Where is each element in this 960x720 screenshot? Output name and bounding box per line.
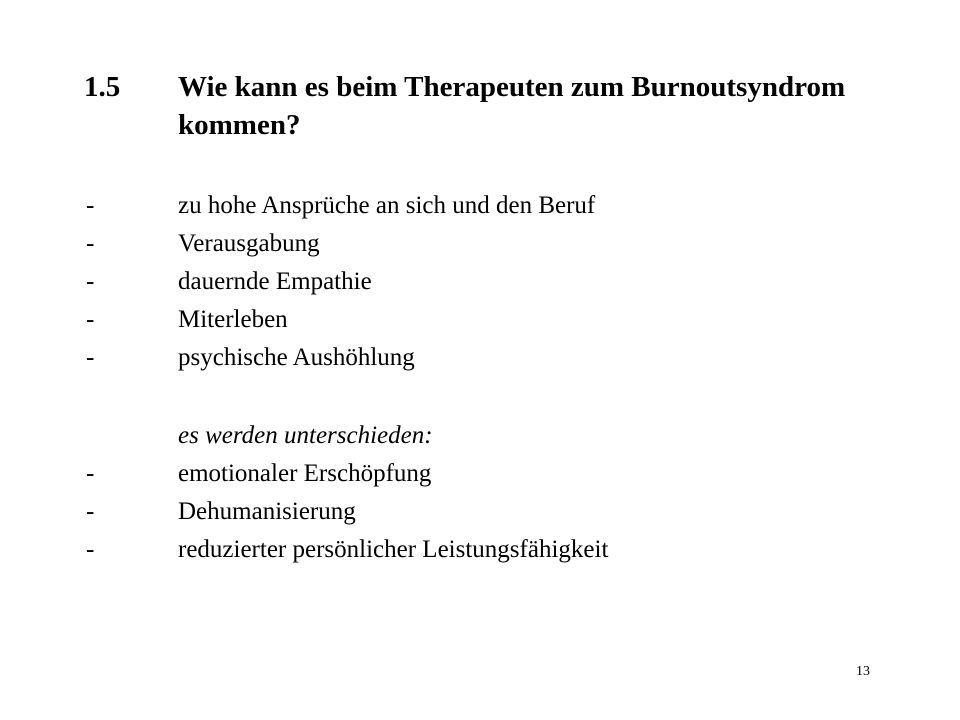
section-number: 1.5 [84,71,121,103]
bullet-dash: - [86,192,95,219]
distinguished-list [84,455,884,569]
bullet-dash: - [86,306,95,333]
bullet-dash: - [86,230,95,257]
list-item [84,531,884,569]
list-item-text: reduzierter persönlicher Leistungsfähigkeit [178,536,609,563]
page-number: 13 [856,664,870,679]
list-item-text: psychische Aushöhlung [178,344,415,371]
list-item-text: dauernde Empathie [178,268,372,295]
bullet-dash: - [86,268,95,295]
section-title: Wie kann es beim Therapeuten zum Burnoutsyndrom kommen? [178,71,846,141]
list-item [84,339,884,377]
list-item [84,301,884,339]
list-item-text: emotionaler Erschöpfung [178,460,432,487]
bullet-dash: - [86,536,95,563]
list-item [84,493,884,531]
list-item-text: zu hohe Ansprüche an sich und den Beruf [178,192,596,219]
list-item [84,263,884,301]
list-item-text: Dehumanisierung [178,498,356,525]
list-item-text: Verausgabung [178,230,320,257]
distinguished-label: es werden unterschieden: [178,422,433,449]
bullet-dash: - [86,460,95,487]
list-item-text: Miterleben [178,306,288,333]
causes-list [84,187,884,377]
list-item [84,187,884,225]
list-item [84,225,884,263]
list-item [84,455,884,493]
bullet-dash: - [86,498,95,525]
bullet-dash: - [86,344,95,371]
